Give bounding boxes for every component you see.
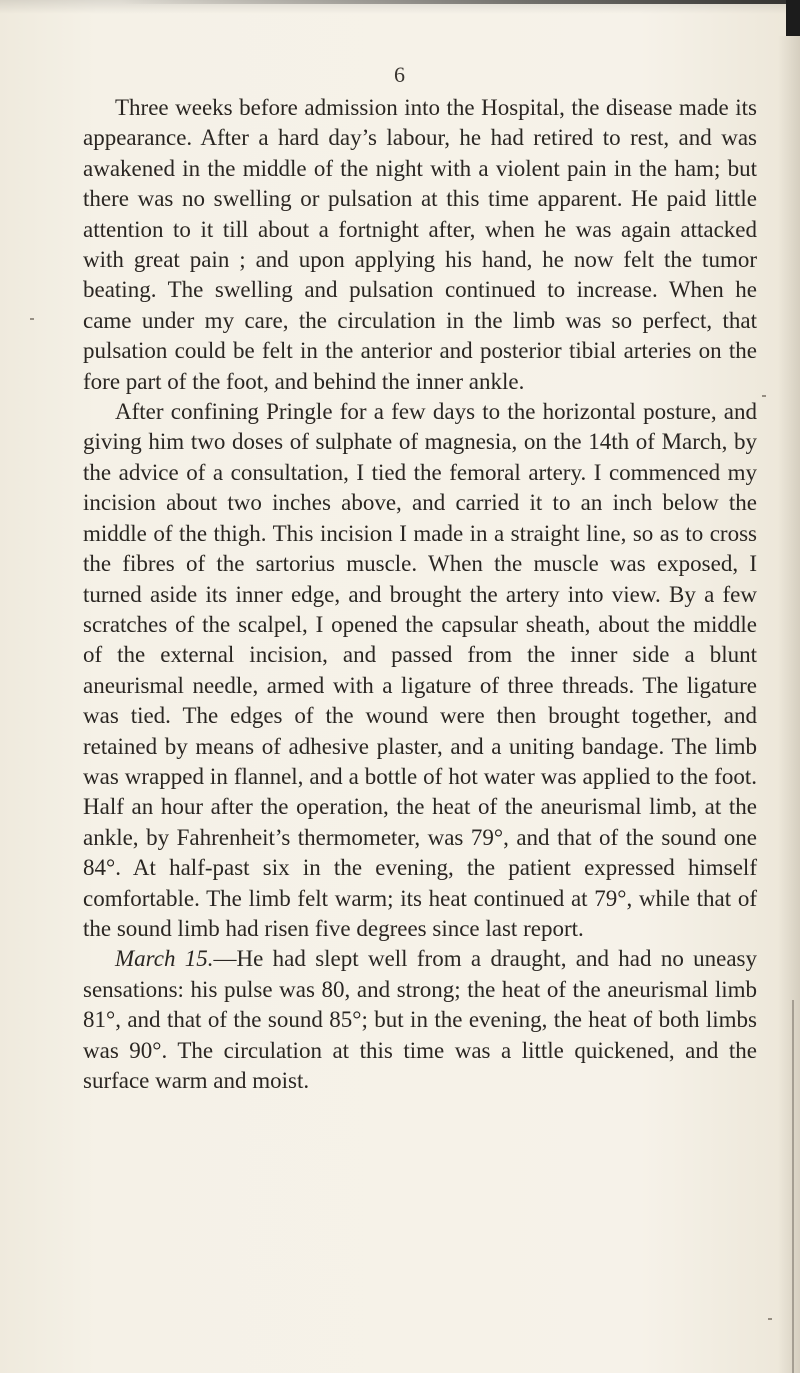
paper-speck [30,318,34,320]
paragraph-march-15 [83,944,757,1096]
paragraph-history-text: Three weeks before admission into the Hospital, the disease made its appearance. After a hard day’s labour, he had retired to rest, and was awakened in the middle of the night with a violent pain in the ham; but there was no swelling or pulsation at this time apparent. He paid little attention to it till about a fortnight after, when he was again attacked with great pain ; and upon applying his hand, he now felt the tumor beating. The swelling and pulsation continued to increase. When he came under my care, the circulation in the limb was so perfect, that pulsation could be felt in the anterior and posterior tibial arteries on the fore part of the foot, and behind the inner ankle. [83,95,757,394]
page-number: 6 [394,62,406,87]
page-right-edge [778,36,800,1373]
paragraph-history [83,93,757,397]
page-binding-line [792,1000,794,1373]
paragraph-operation [83,397,757,944]
paper-speck [762,395,766,397]
body-text [83,93,757,1096]
paper-speck [768,1318,772,1320]
date-heading: March 15. [115,946,214,972]
paragraph-operation-text: After confining Pringle for a few days to the horizontal posture, and giving him two doses of sulphate of magnesia, on the 14th of March, by the advice of a consultation, I tied the femoral artery. I commenced my incision about two inches above, and carried it to an inch below the middle of the thigh. This incision I made in a straight line, so as to cross the fibres of the sartorius muscle. When the muscle was exposed, I turned aside its inner edge, and brought the artery into view. By a few scratches of the scalpel, I opened the capsular sheath, about the middle of the external incision, and passed from the inner side a blunt aneurismal needle, armed with a ligature of three threads. The ligature was tied. The edges of the wound were then brought together, and retained by means of adhesive plaster, and a uniting bandage. The limb was wrapped in flannel, and a bottle of hot water was applied to the foot. Half an hour after the operation, the heat of the aneurismal limb, at the ankle, by Fahrenheit’s thermometer, was 79°, and that of the sound one 84°. At half-past six in the evening, the patient expressed himself comfortable. The limb felt warm; its heat continued at 79°, while that of the sound limb had risen five degrees since last report. [83,399,757,941]
paragraph-march-15-text: —He had slept well from a draught, and had no uneasy sensations: his pulse was 80, and strong; the heat of the aneurismal limb 81°, and that of the sound 85°; but in the evening, the heat of both limbs was 90°. The circulation at this time was a little quickened, and the surface warm and moist. [83,946,758,1093]
page-top-rule [120,0,800,4]
page-corner-mark [786,0,800,36]
